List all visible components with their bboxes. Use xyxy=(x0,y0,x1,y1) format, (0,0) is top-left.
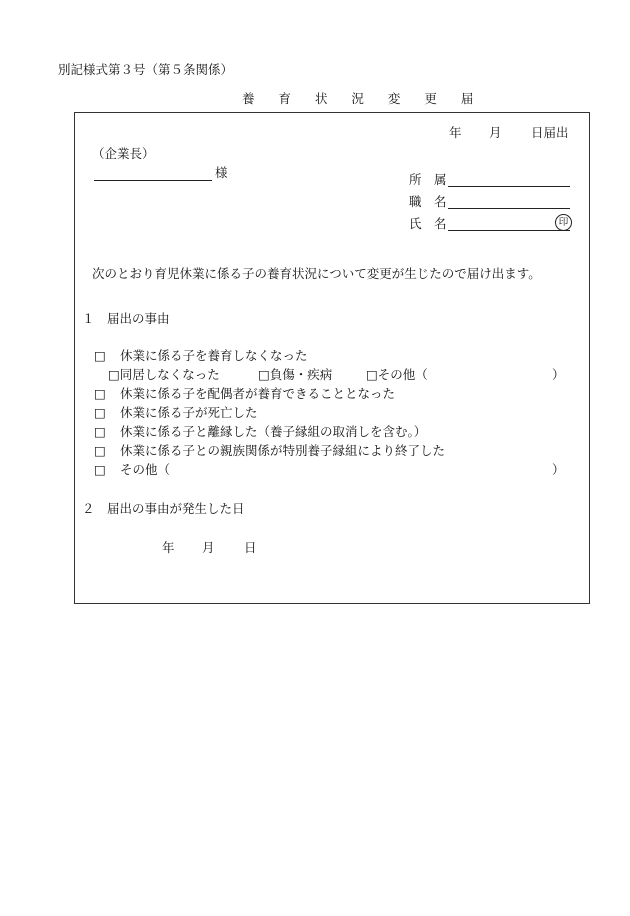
name-field[interactable] xyxy=(448,230,570,231)
reason-checkbox-5[interactable]: □ xyxy=(94,443,106,458)
section1-heading: １ 届出の事由 xyxy=(82,311,170,326)
section2-heading: ２ 届出の事由が発生した日 xyxy=(82,501,245,516)
reason-checkbox-1[interactable]: □ xyxy=(94,348,106,363)
filed-day-label: 日届出 xyxy=(531,125,569,140)
reason-label-6: その他（ xyxy=(120,462,171,477)
occurrence-month: 月 xyxy=(202,540,215,555)
position-label: 職 名 xyxy=(409,194,447,209)
addressee-honorific: 様 xyxy=(215,165,228,180)
reason-label-3: 休業に係る子が死亡した xyxy=(120,405,258,420)
reason-label-5: 休業に係る子との親族関係が特別養子縁組により終了した xyxy=(120,443,446,458)
reason-other-close: ） xyxy=(552,462,565,477)
sub-option-cohabitation[interactable]: □同居しなくなった xyxy=(108,367,220,382)
occurrence-year: 年 xyxy=(162,540,175,555)
form-label: 別記様式第３号（第５条関係） xyxy=(58,62,234,77)
reason-checkbox-2[interactable]: □ xyxy=(94,386,106,401)
position-field[interactable] xyxy=(448,208,570,209)
filed-month: 月 xyxy=(489,125,502,140)
reason-checkbox-6[interactable]: □ xyxy=(94,462,106,477)
affiliation-label: 所 属 xyxy=(409,172,447,187)
sub-option-injury[interactable]: □負傷・疾病 xyxy=(258,367,333,382)
reason-label-1: 休業に係る子を養育しなくなった xyxy=(120,348,308,363)
addressee-line[interactable] xyxy=(94,180,212,181)
sub-option-other[interactable]: □その他（ xyxy=(366,367,428,382)
intro-text: 次のとおり育児休業に係る子の養育状況について変更が生じたので届け出ます。 xyxy=(92,266,541,281)
reason-label-2: 休業に係る子を配偶者が養育できることとなった xyxy=(120,386,396,401)
employer-label: （企業長） xyxy=(92,146,155,161)
reason-checkbox-4[interactable]: □ xyxy=(94,424,106,439)
name-label: 氏 名 xyxy=(409,216,447,231)
occurrence-day: 日 xyxy=(244,540,257,555)
filed-year: 年 xyxy=(449,125,462,140)
sub-option-other-close: ） xyxy=(552,367,565,382)
affiliation-field[interactable] xyxy=(448,186,570,187)
reason-checkbox-3[interactable]: □ xyxy=(94,405,106,420)
reason-label-4: 休業に係る子と離縁した（養子縁組の取消しを含む。） xyxy=(120,424,427,439)
form-title: 養 育 状 況 変 更 届 xyxy=(242,91,484,106)
seal-mark: 印 xyxy=(555,214,572,231)
